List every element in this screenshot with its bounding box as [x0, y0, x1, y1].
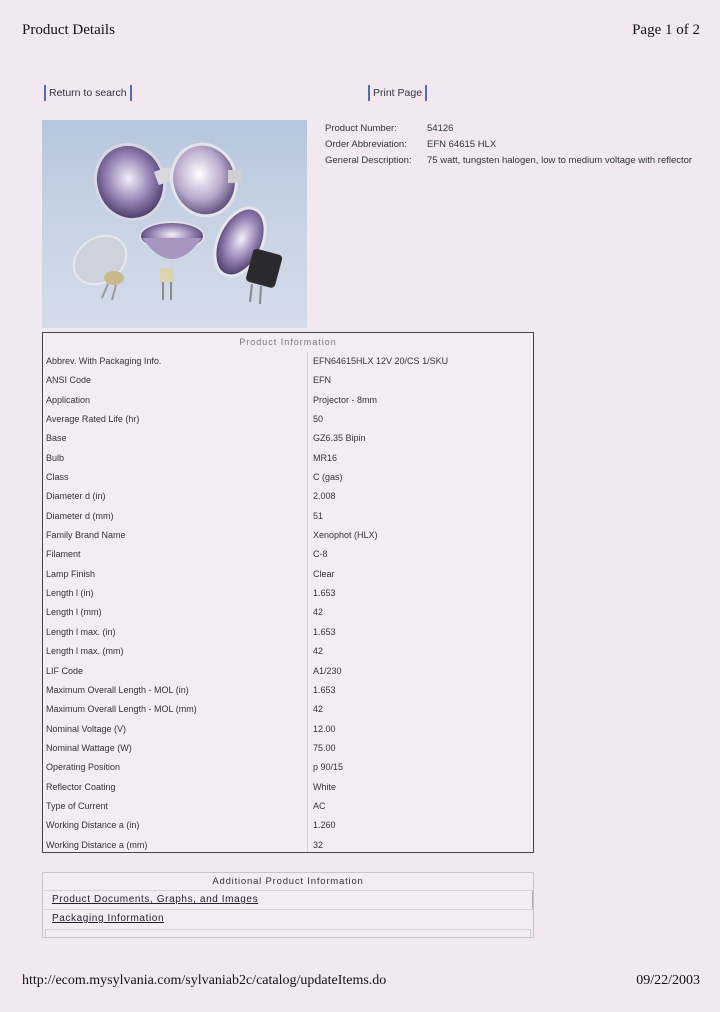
row-value: C (gas): [313, 472, 343, 483]
product-documents-link[interactable]: Product Documents, Graphs, and Images: [43, 890, 533, 909]
row-label: Reflector Coating: [46, 781, 116, 792]
row-value: 1.653: [313, 588, 336, 599]
table-row: [43, 468, 533, 487]
general-description-label: General Description:: [325, 155, 412, 166]
table-row: [43, 545, 533, 564]
row-value: Projector - 8mm: [313, 394, 378, 405]
row-value: 42: [313, 704, 324, 715]
row-value: 50: [313, 414, 324, 425]
table-row: [43, 700, 533, 719]
table-row: [43, 565, 533, 584]
row-label: Diameter d (in): [46, 491, 106, 502]
additional-info-panel: [42, 872, 534, 938]
row-label: Family Brand Name: [46, 530, 126, 541]
packaging-information-link[interactable]: Packaging Information: [43, 909, 533, 928]
row-label: Working Distance a (in): [46, 820, 140, 831]
table-row: [43, 429, 533, 448]
table-row: [43, 642, 533, 661]
row-label: Nominal Wattage (W): [46, 742, 132, 753]
print-page-button[interactable]: Print Page: [368, 85, 427, 101]
row-label: ANSI Code: [46, 375, 92, 386]
product-summary: [325, 123, 695, 171]
table-row: [43, 526, 533, 545]
row-label: Operating Position: [46, 762, 121, 773]
additional-info-caption: Additional Product Information: [212, 876, 364, 887]
general-description-row: [325, 155, 695, 167]
row-label: Working Distance a (mm): [46, 839, 148, 850]
table-row: [43, 487, 533, 506]
row-label: Application: [46, 394, 91, 405]
table-row: [43, 584, 533, 603]
table-row: [43, 623, 533, 642]
row-label: Abbrev. With Packaging Info.: [46, 356, 162, 366]
footer-date: 09/22/2003: [636, 973, 700, 988]
table-row: [43, 681, 533, 700]
general-description-value: 75 watt, tungsten halogen, low to medium voltage with reflector: [427, 155, 693, 166]
table-row: [43, 352, 533, 371]
row-label: Bulb: [46, 452, 65, 463]
row-value: GZ6.35 Bipin: [313, 433, 366, 444]
table-row: [43, 410, 533, 429]
table-row: [43, 816, 533, 835]
footer-url: http://ecom.mysylvania.com/sylvaniab2c/catalog/updateItems.do: [22, 973, 387, 988]
product-number-label: Product Number:: [325, 123, 397, 134]
row-label: Filament: [46, 549, 81, 560]
row-label: Length l (mm): [46, 607, 102, 618]
row-value: 51: [313, 510, 324, 521]
row-value: 42: [313, 646, 324, 657]
table-row: [43, 371, 533, 390]
row-value: 1.260: [313, 820, 336, 831]
row-label: Length l (in): [46, 588, 94, 599]
row-value: EFN64615HLX 12V 20/CS 1/SKU: [313, 356, 449, 366]
row-value: Clear: [313, 568, 335, 579]
row-label: Length l max. (in): [46, 626, 116, 637]
product-information-caption: Product Information: [239, 337, 337, 347]
row-value: p 90/15: [313, 762, 344, 773]
row-value: 12.00: [313, 723, 336, 734]
product-number-value: 54126: [427, 123, 454, 134]
row-label: Type of Current: [46, 800, 109, 811]
product-information-rows: [43, 352, 533, 855]
page-title: Product Details: [22, 22, 115, 38]
table-row: [43, 797, 533, 816]
row-value: 1.653: [313, 684, 336, 695]
row-label: Class: [46, 472, 69, 483]
row-label: Diameter d (mm): [46, 510, 114, 521]
row-label: Nominal Voltage (V): [46, 723, 127, 734]
row-value: 1.653: [313, 626, 336, 637]
row-label: Length l max. (mm): [46, 646, 124, 657]
row-label: Maximum Overall Length - MOL (in): [46, 684, 189, 695]
row-label: Maximum Overall Length - MOL (mm): [46, 704, 197, 715]
additional-info-footer: [45, 929, 531, 937]
row-value: Xenophot (HLX): [313, 530, 378, 541]
row-label: Base: [46, 433, 67, 444]
row-label: Average Rated Life (hr): [46, 414, 140, 425]
row-value: EFN: [313, 375, 331, 386]
product-number-row: [325, 123, 695, 135]
row-value: 32: [313, 839, 324, 850]
halogen-lamp-photo-icon: [42, 120, 307, 328]
page-indicator: Page 1 of 2: [632, 22, 700, 38]
row-value: MR16: [313, 452, 338, 463]
order-abbreviation-row: [325, 139, 695, 151]
product-image: [42, 120, 307, 328]
table-row: [43, 836, 533, 855]
table-row: [43, 758, 533, 777]
table-row: [43, 603, 533, 622]
table-row: [43, 739, 533, 758]
row-value: 2.008: [313, 491, 336, 502]
row-value: A1/230: [313, 665, 342, 676]
row-label: Lamp Finish: [46, 568, 96, 579]
order-abbreviation-value: EFN 64615 HLX: [427, 139, 497, 150]
row-value: C-8: [313, 549, 328, 560]
table-row: [43, 778, 533, 797]
table-row: [43, 507, 533, 526]
table-row: [43, 662, 533, 681]
return-to-search-button[interactable]: Return to search: [44, 85, 132, 101]
row-value: White: [313, 781, 337, 792]
table-row: [43, 391, 533, 410]
table-row: [43, 449, 533, 468]
order-abbreviation-label: Order Abbreviation:: [325, 139, 407, 150]
row-value: 75.00: [313, 742, 336, 753]
row-label: LIF Code: [46, 665, 84, 676]
product-information-table: [42, 332, 534, 853]
row-value: AC: [313, 800, 326, 811]
table-row: [43, 720, 533, 739]
row-value: 42: [313, 607, 324, 618]
